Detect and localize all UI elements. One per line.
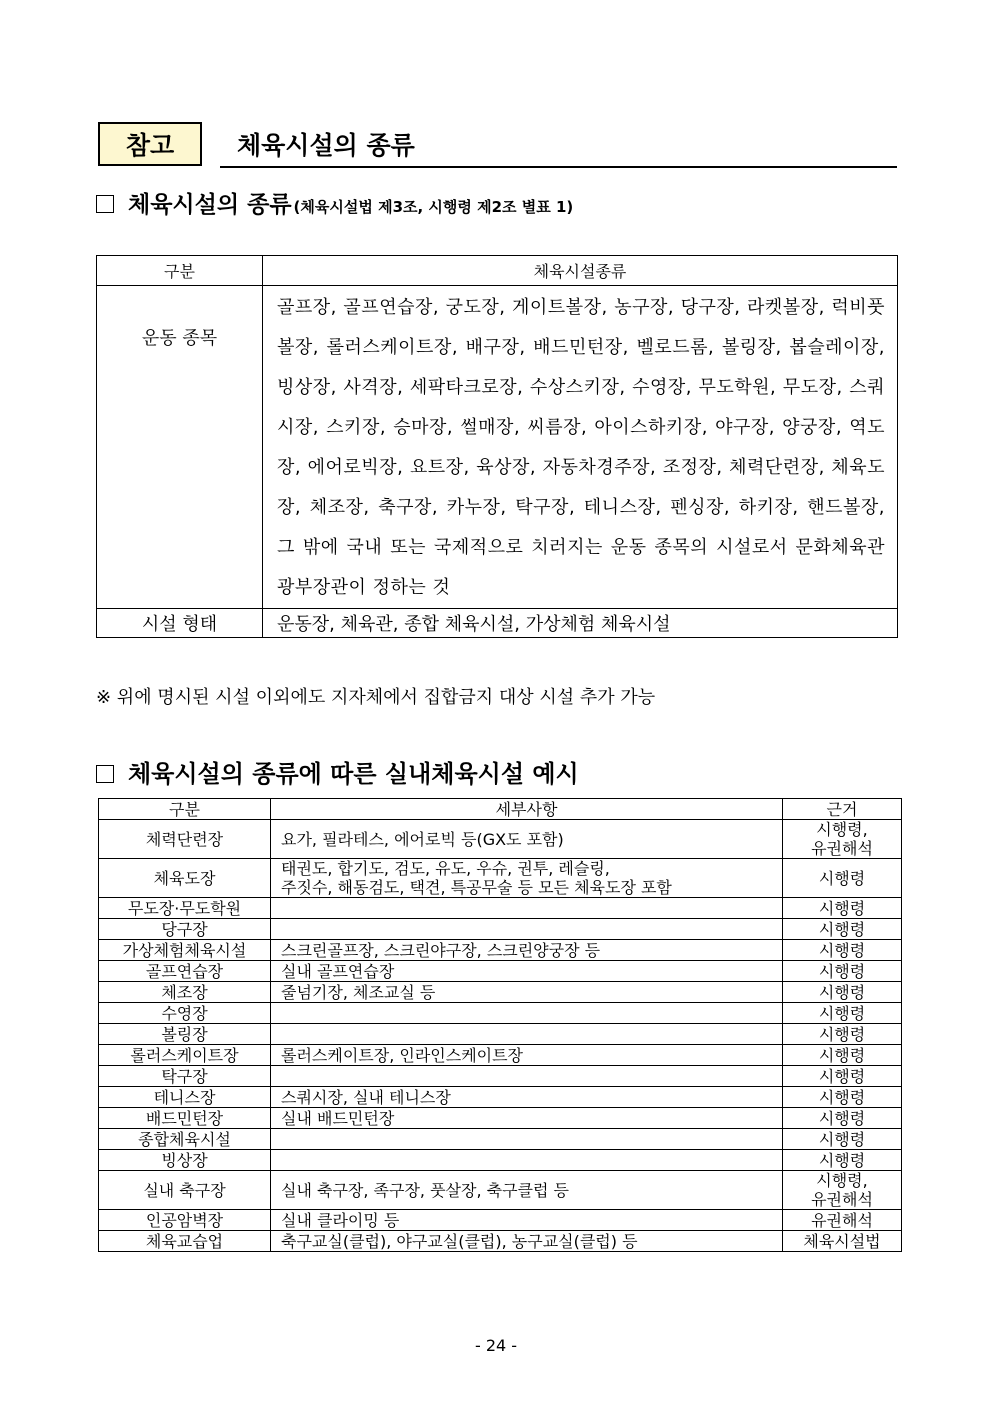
row-detail	[271, 1171, 783, 1210]
row-detail	[271, 1150, 783, 1171]
basis-line: 시행령	[818, 1003, 866, 1023]
table-row	[99, 859, 902, 898]
row-category: 배드민턴장	[99, 1108, 271, 1129]
row-content: 골프장, 골프연습장, 궁도장, 게이트볼장, 농구장, 당구장, 라켓볼장, 럭비풋볼장, 롤러스케이트장, 배구장, 배드민턴장, 벨로드롬, 볼링장, 봅슬레이장, 빙상장, 사격장, 세팍타크로장, 수상스키장, 수영장, 무도학원, 무도장, 스쿼시장, 스키장, 승마장, 썰매장, 씨름장, 아이스하키장, 야구장, 양궁장, 역도장, 에어로빅장, 요트장, 육상장, 자동차경주장, 조정장, 체력단련장, 체육도장, 체조장, 축구장, 카누장, 탁구장, 테니스장, 펜싱장, 하키장, 핸드볼장, 그 밖에 국내 또는 국제적으로 치러지는 운동 종목의 시설로서 문화체육관광부장관이 정하는 것	[263, 286, 898, 609]
table-row	[99, 1045, 902, 1066]
row-basis	[783, 1171, 902, 1210]
row-category: 탁구장	[99, 1066, 271, 1087]
column-header-category: 구분	[97, 256, 263, 286]
section2-heading-text: 체육시설의 종류에 따른 실내체육시설 예시	[128, 760, 579, 788]
table-row	[99, 1150, 902, 1171]
row-basis	[783, 919, 902, 940]
row-basis	[783, 1024, 902, 1045]
detail-line: 실내 축구장, 족구장, 풋살장, 축구클럽 등	[281, 1180, 569, 1200]
table-row	[99, 961, 902, 982]
basis-line: 시행령	[818, 868, 866, 888]
indoor-facility-examples-table	[98, 798, 902, 1252]
basis-line: 시행령,	[816, 820, 868, 839]
column-header-facility-types: 체육시설종류	[263, 256, 898, 286]
facility-types-table	[96, 255, 898, 638]
basis-line: 시행령	[818, 982, 866, 1002]
row-basis	[783, 1210, 902, 1231]
row-basis	[783, 859, 902, 898]
column-header-details: 세부사항	[271, 799, 783, 820]
row-category: 롤러스케이트장	[99, 1045, 271, 1066]
row-category: 체조장	[99, 982, 271, 1003]
table-row	[99, 919, 902, 940]
table-row	[99, 1108, 902, 1129]
detail-line: 요가, 필라테스, 에어로빅 등(GX도 포함)	[281, 829, 564, 849]
row-detail	[271, 1003, 783, 1024]
row-detail	[271, 940, 783, 961]
row-detail	[271, 1129, 783, 1150]
basis-line: 시행령	[818, 940, 866, 960]
table-row	[97, 286, 898, 609]
table-row	[99, 1066, 902, 1087]
row-category: 실내 축구장	[99, 1171, 271, 1210]
row-detail	[271, 859, 783, 898]
row-basis	[783, 1045, 902, 1066]
row-content: 운동장, 체육관, 종합 체육시설, 가상체험 체육시설	[263, 609, 898, 638]
row-detail	[271, 1210, 783, 1231]
row-detail	[271, 982, 783, 1003]
row-basis	[783, 940, 902, 961]
basis-line: 시행령	[818, 898, 866, 918]
row-detail	[271, 1024, 783, 1045]
row-category: 체육교습업	[99, 1231, 271, 1252]
row-basis	[783, 1087, 902, 1108]
row-basis	[783, 982, 902, 1003]
note-text: ※ 위에 명시된 시설 이외에도 지자체에서 집합금지 대상 시설 추가 가능	[96, 687, 656, 708]
table-row	[99, 940, 902, 961]
table-header-row	[99, 799, 902, 820]
row-category: 체육도장	[99, 859, 271, 898]
basis-line: 체육시설법	[803, 1231, 881, 1251]
row-category: 수영장	[99, 1003, 271, 1024]
basis-line: 시행령	[818, 1129, 866, 1149]
basis-line: 시행령	[818, 1150, 866, 1170]
reference-badge-label: 참고	[125, 131, 175, 160]
table-row	[99, 1171, 902, 1210]
row-basis	[783, 1003, 902, 1024]
detail-line: 줄넘기장, 체조교실 등	[281, 982, 436, 1002]
section2-heading	[96, 754, 579, 789]
row-basis	[783, 1129, 902, 1150]
row-detail	[271, 1045, 783, 1066]
detail-line: 스크린골프장, 스크린야구장, 스크린양궁장 등	[281, 940, 601, 960]
row-category: 빙상장	[99, 1150, 271, 1171]
row-detail	[271, 1231, 783, 1252]
row-basis	[783, 1150, 902, 1171]
detail-line: 스쿼시장, 실내 테니스장	[281, 1087, 451, 1107]
row-detail	[271, 961, 783, 982]
basis-line: 유권해석	[811, 839, 873, 858]
row-basis	[783, 961, 902, 982]
row-category: 체력단련장	[99, 820, 271, 859]
table-row	[99, 1129, 902, 1150]
section1-reference: (체육시설법 제3조, 시행령 제2조 별표 1)	[293, 198, 574, 216]
detail-line: 롤러스케이트장, 인라인스케이트장	[281, 1045, 524, 1065]
row-detail	[271, 820, 783, 859]
detail-line: 주짓수, 해동검도, 택견, 특공무술 등 모든 체육도장 포함	[281, 878, 672, 897]
row-category: 테니스장	[99, 1087, 271, 1108]
row-category: 볼링장	[99, 1024, 271, 1045]
row-category: 시설 형태	[97, 609, 263, 638]
row-basis	[783, 898, 902, 919]
row-category: 가상체험체육시설	[99, 940, 271, 961]
table-header-row	[97, 256, 898, 286]
basis-line: 시행령	[818, 961, 866, 981]
row-category: 인공암벽장	[99, 1210, 271, 1231]
row-detail	[271, 919, 783, 940]
detail-line: 실내 골프연습장	[281, 961, 395, 981]
section1-heading	[96, 186, 573, 219]
row-detail	[271, 1087, 783, 1108]
detail-line: 태권도, 합기도, 검도, 유도, 우슈, 권투, 레슬링,	[281, 859, 610, 878]
column-header-category: 구분	[99, 799, 271, 820]
row-basis	[783, 1231, 902, 1252]
basis-line: 시행령	[818, 919, 866, 939]
basis-line: 시행령,	[816, 1171, 868, 1190]
basis-line: 유권해석	[811, 1210, 873, 1230]
row-detail	[271, 898, 783, 919]
basis-line: 시행령	[818, 1108, 866, 1128]
detail-line: 축구교실(클럽), 야구교실(클럽), 농구교실(클럽) 등	[281, 1231, 638, 1251]
row-detail	[271, 1108, 783, 1129]
row-basis	[783, 820, 902, 859]
row-category: 당구장	[99, 919, 271, 940]
basis-line: 시행령	[818, 1024, 866, 1044]
page-title: 체육시설의 종류	[237, 131, 415, 160]
basis-line: 시행령	[818, 1045, 866, 1065]
basis-line: 시행령	[818, 1066, 866, 1086]
table-row	[99, 820, 902, 859]
table-row	[99, 1024, 902, 1045]
reference-badge	[98, 122, 202, 166]
table-row	[97, 609, 898, 638]
row-category: 무도장·무도학원	[99, 898, 271, 919]
checkbox-square-icon	[96, 195, 114, 213]
detail-line: 실내 클라이밍 등	[281, 1210, 400, 1230]
table-row	[99, 982, 902, 1003]
title-underline	[220, 166, 897, 168]
section1-heading-text: 체육시설의 종류	[128, 192, 292, 218]
row-detail	[271, 1066, 783, 1087]
table-row	[99, 1231, 902, 1252]
table-row	[99, 1210, 902, 1231]
checkbox-square-icon	[96, 765, 114, 783]
column-header-basis: 근거	[783, 799, 902, 820]
basis-line: 유권해석	[811, 1190, 873, 1209]
table-row	[99, 1087, 902, 1108]
table-row	[99, 898, 902, 919]
table-row	[99, 1003, 902, 1024]
row-category: 골프연습장	[99, 961, 271, 982]
row-category: 운동 종목	[97, 286, 263, 609]
basis-line: 시행령	[818, 1087, 866, 1107]
row-basis	[783, 1108, 902, 1129]
row-basis	[783, 1066, 902, 1087]
page-number: - 24 -	[474, 1336, 518, 1355]
row-category: 종합체육시설	[99, 1129, 271, 1150]
detail-line: 실내 배드민턴장	[281, 1108, 395, 1128]
